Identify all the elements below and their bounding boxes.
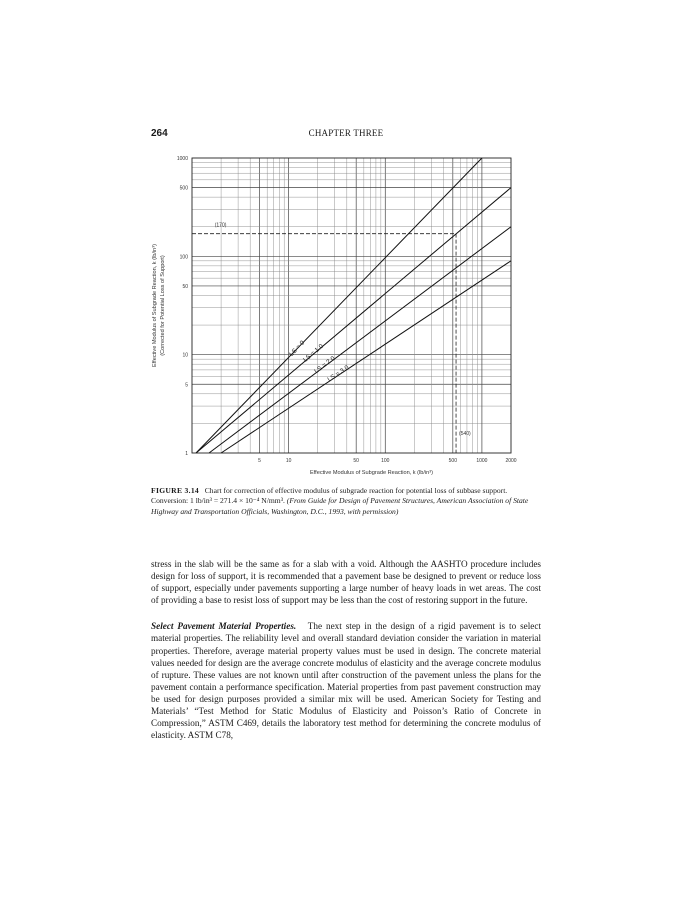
series-label: LS = 0 xyxy=(288,339,307,358)
x-axis-title: Effective Modulus of Subgrade Reaction, k (lb/in³) xyxy=(309,470,434,476)
y-axis-title: Effective Modulus of Subgrade Reaction, k (lb/in³) xyxy=(152,243,158,368)
series-line xyxy=(221,261,511,453)
x-tick-label: 100 xyxy=(381,458,390,464)
series-label: LS = 3.0 xyxy=(326,364,351,384)
body-text xyxy=(151,558,541,741)
chart-annotation: (170) xyxy=(214,222,227,229)
x-tick-label: 5 xyxy=(258,458,261,464)
plot-frame xyxy=(192,158,511,453)
y-tick-label: 500 xyxy=(179,185,188,192)
y-tick-label: 1000 xyxy=(176,156,188,162)
section-heading: Select Pavement Material Properties. xyxy=(151,621,297,632)
x-tick-label: 500 xyxy=(448,458,457,464)
y-tick-label: 10 xyxy=(182,352,188,359)
figure-label: FIGURE 3.14 xyxy=(151,486,200,495)
paragraph-2 xyxy=(151,620,541,741)
caption-text: Chart for correction of effective modulus of subgrade reaction for potential loss of subbase support. Conversion: 1 lb/in³ = 271.4 × 10⁻⁴ N/mm³. xyxy=(151,486,508,506)
caption-source: (From Guide for Design of Pavement Structures, American Association of State Highway and Transportation Officials, Washington, D.C., 1993, with permission) xyxy=(151,496,529,516)
paragraph-2-text: The next step in the design of a rigid pavement is to select material properties. The reliability level and overall standard deviation consider the variation in material properties. Therefore, average material property values must be used in design. The concrete material values needed for design are the average concrete modulus of elasticity and the average concrete modulus of rupture. These values are not known until after construction of the pavement unless the plans for the pavement contain a performance specification. Material properties from past pavement construction may be used for design purposes provided a similar mix will be used. American Society for Testing and Materials’ “Test Method for Static Modulus of Elasticity and Poisson’s Ratio of Concrete in Compression,” ASTM C469, details the laboratory test method for determining the concrete modulus of elasticity. ASTM C78, xyxy=(151,621,541,741)
page-header xyxy=(151,128,541,142)
chart-grid xyxy=(192,158,511,453)
subgrade-correction-chart xyxy=(140,148,540,482)
x-tick-label: 1000 xyxy=(476,458,488,464)
series-label: LS = 2.0 xyxy=(313,355,337,376)
paragraph-1: stress in the slab will be the same as for a slab with a void. Although the AASHTO procedure includes design for loss of support, it is recommended that a pavement base be designed to prevent or reduce loss of support, especially under pavements supporting a large number of heavy loads in wet areas. The cost of providing a base to resist loss of support may be less than the cost of restoring support in the future. xyxy=(151,559,541,606)
y-tick-label: 5 xyxy=(185,382,188,389)
x-tick-label: 50 xyxy=(353,458,359,464)
x-tick-label: 10 xyxy=(285,458,292,464)
page-number: 264 xyxy=(151,128,168,139)
y-tick-label: 50 xyxy=(182,283,188,290)
series-label: LS = 1.0 xyxy=(302,342,325,364)
series-line xyxy=(196,158,482,453)
chart-annotation: (540) xyxy=(459,430,471,437)
chart-series xyxy=(196,158,511,453)
y-axis-subtitle: (Corrected for Potential Loss of Support) xyxy=(160,255,166,356)
y-tick-label: 100 xyxy=(179,254,188,261)
figure-caption xyxy=(151,486,541,517)
y-tick-label: 1 xyxy=(185,451,188,457)
x-tick-label: 2000 xyxy=(505,458,517,464)
figure-chart xyxy=(140,148,540,482)
running-head: CHAPTER THREE xyxy=(308,128,384,138)
series-line xyxy=(196,188,511,453)
